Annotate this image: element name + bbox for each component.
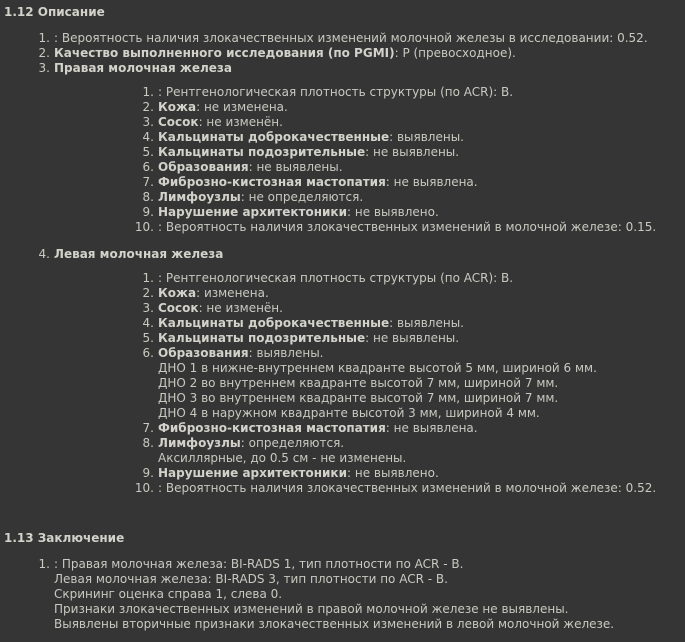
left-breast-list [54,271,685,496]
list-item [142,130,685,145]
list-item [142,271,685,286]
item-number: 1. [38,557,50,571]
item-label: Кальцинаты подозрительные [158,145,366,159]
item-value: : не изменена. [196,100,288,114]
item-value: : изменена. [196,286,269,300]
item-label: Сосок [158,115,199,129]
item-label: Качество выполненного исследования (по PGMI) [54,46,395,60]
item-value: : не выявлено. [346,205,439,219]
item-number: 5. [142,331,154,345]
item-label: Образования [158,346,249,360]
list-item [142,145,685,160]
list-item-left-breast [38,247,685,496]
item-label: Фиброзно-кистозная мастопатия [158,421,386,435]
conclusion-list [0,557,685,632]
item-value: : Рентгенологическая плотность структуры (по ACR): B. [158,85,514,99]
list-item [142,85,685,100]
item-detail: ДНО 1 в нижне-внутреннем квадранте высотой 5 мм, шириной 6 мм. [158,361,597,375]
item-number: 8. [142,436,154,450]
item-value: : не выявлены. [248,160,343,174]
item-number: 1. [38,31,50,45]
item-number: 3. [38,61,50,75]
item-value: : определяются. [240,436,345,450]
item-number: 8. [142,190,154,204]
list-item [142,466,685,481]
item-number: 4. [142,130,154,144]
item-value: : не выявлена. [385,175,478,189]
item-value: : не выявлены. [365,331,460,345]
list-item [134,220,685,235]
item-value: : не изменён. [198,115,283,129]
item-label: Кальцинаты доброкачественные [158,316,390,330]
item-value: : Вероятность наличия злокачественных изменений молочной железы в исследовании: 0.52. [54,31,648,45]
conclusion-line: : Правая молочная железа: BI-RADS 1, тип плотности по ACR - B. [54,557,464,571]
section-title-description: 1.12 Описание [4,5,105,19]
item-number: 7. [142,421,154,435]
item-label: Кожа [158,100,197,114]
conclusion-line: Скрининг оценка справа 1, слева 0. [54,587,283,601]
item-value: : не выявлена. [385,421,478,435]
item-number: 3. [142,115,154,129]
item-value: : не выявлены. [365,145,460,159]
item-number: 1. [142,271,154,285]
conclusion-line: Левая молочная железа: BI-RADS 3, тип плотности по ACR - B. [54,572,448,586]
item-label: Кальцинаты доброкачественные [158,130,390,144]
right-breast-list [54,85,685,235]
item-number: 10. [134,481,154,495]
item-value: : P (превосходное). [394,46,516,60]
item-value: : выявлены. [389,130,464,144]
item-number: 3. [142,301,154,315]
item-label: Лимфоузлы [158,190,241,204]
description-list [0,31,685,496]
item-label: Правая молочная железа [54,61,232,75]
item-number: 2. [38,46,50,60]
list-item [142,421,685,436]
conclusion-section [0,531,685,632]
item-number: 4. [142,316,154,330]
list-item [142,175,685,190]
list-item [38,557,685,632]
item-label: Сосок [158,301,199,315]
conclusion-line: Признаки злокачественных изменений в правой молочной железе не выявлены. [54,602,569,616]
section-title-conclusion: 1.13 Заключение [4,531,125,545]
list-item [142,190,685,205]
list-item [142,346,685,421]
item-number: 2. [142,286,154,300]
list-item [142,115,685,130]
conclusion-line: Выявлены вторичные признаки злокачественных изменений в левой молочной железе. [54,617,615,631]
item-number: 1. [142,85,154,99]
list-item [38,31,685,46]
item-value: : не выявлено. [346,466,439,480]
item-number: 5. [142,145,154,159]
item-number: 6. [142,346,154,360]
item-label: Фиброзно-кистозная мастопатия [158,175,386,189]
item-detail: ДНО 2 во внутреннем квадранте высотой 7 мм, шириной 7 мм. [158,376,559,390]
spacer [54,235,685,247]
item-value: : Вероятность наличия злокачественных изменений в молочной железе: 0.52. [158,481,657,495]
item-value: : выявлены. [389,316,464,330]
list-item-right-breast [38,61,685,247]
item-label: Кальцинаты подозрительные [158,331,366,345]
list-item [142,100,685,115]
item-label: Кожа [158,286,197,300]
item-number: 4. [38,247,50,261]
item-number: 6. [142,160,154,174]
list-item [134,481,685,496]
list-item [142,160,685,175]
item-number: 10. [134,220,154,234]
list-item [142,205,685,220]
list-item [142,316,685,331]
item-label: Образования [158,160,249,174]
list-item [38,46,685,61]
list-item [142,286,685,301]
item-number: 2. [142,100,154,114]
item-value: : не изменён. [198,301,283,315]
item-value: : Вероятность наличия злокачественных изменений в молочной железе: 0.15. [158,220,657,234]
item-number: 7. [142,175,154,189]
item-label: Нарушение архитектоники [158,466,347,480]
item-detail: ДНО 3 во внутреннем квадранте высотой 7 мм, шириной 7 мм. [158,391,559,405]
item-value: : не определяются. [240,190,364,204]
item-label: Нарушение архитектоники [158,205,347,219]
list-item [142,301,685,316]
item-value: : Рентгенологическая плотность структуры (по ACR): B. [158,271,514,285]
item-number: 9. [142,205,154,219]
item-detail: ДНО 4 в наружном квадранте высотой 3 мм, шириной 4 мм. [158,406,540,420]
item-label: Лимфоузлы [158,436,241,450]
item-detail: Аксиллярные, до 0.5 см - не изменены. [158,451,407,465]
list-item [142,331,685,346]
item-label: Левая молочная железа [54,247,224,261]
list-item [142,436,685,466]
item-number: 9. [142,466,154,480]
item-value: : выявлены. [248,346,324,360]
